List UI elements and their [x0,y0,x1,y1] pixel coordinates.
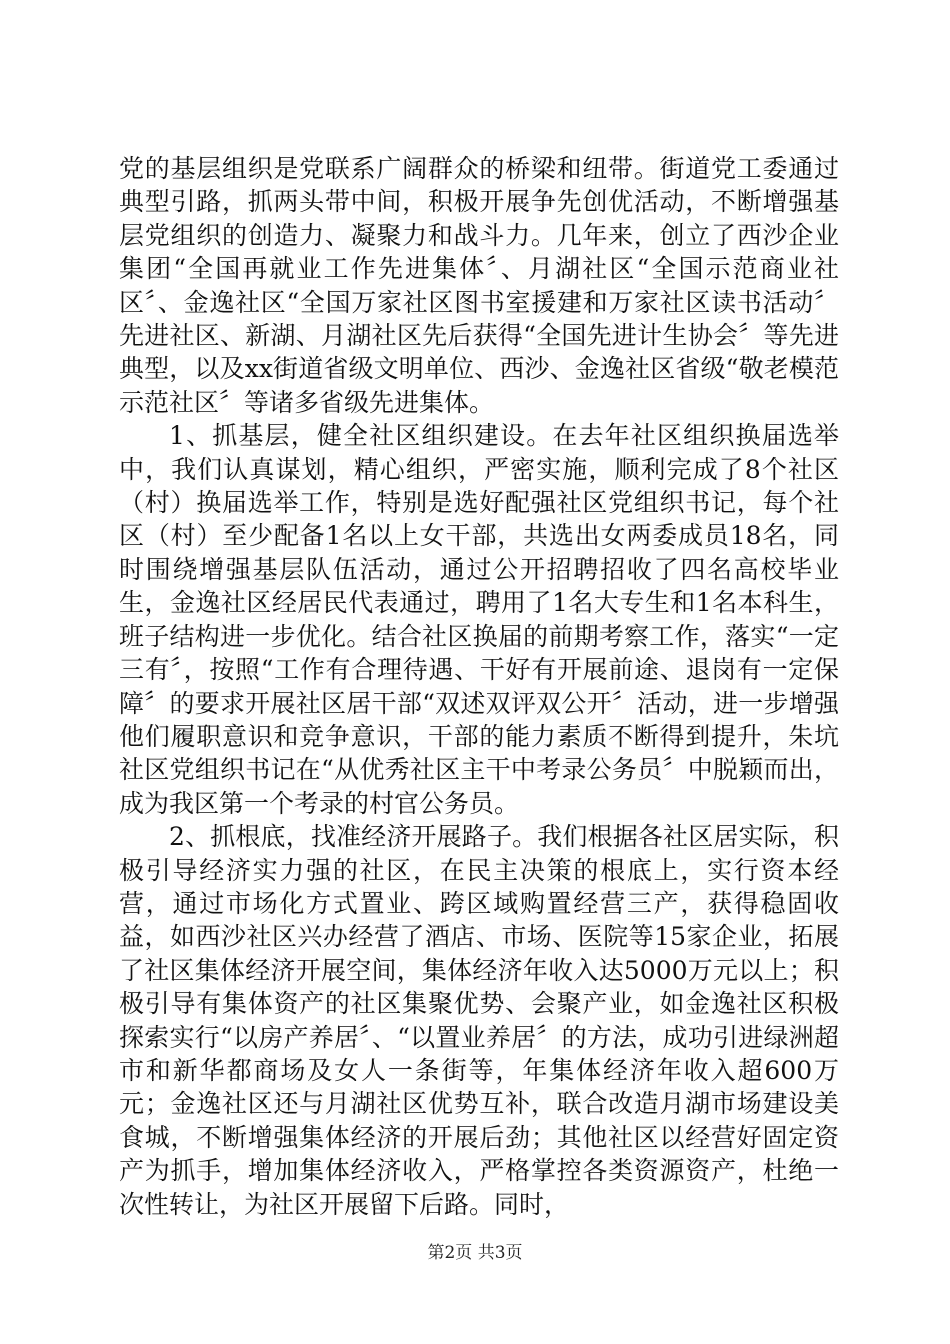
paragraph-economic-development: 2、抓根底，找准经济开展路子。我们根据各社区居实际，积极引导经济实力强的社区，在民主决策的根底上，实行资本经营，通过市场化方式置业、跨区域购置经营三产，获得稳固收益，如西沙社区兴办经营了酒店、市场、医院等15家企业，拓展了社区集体经济开展空间，集体经济年收入达5000万元以上；积极引导有集体资产的社区集聚优势、会聚产业，如金逸社区积极探索实行“以房产养居〞、“以置业养居〞的方法，成功引进绿洲超市和新华都商场及女人一条街等，年集体经济年收入超600万元；金逸社区还与月湖社区优势互补，联合改造月湖市场建设美食城，不断增强集体经济的开展后劲；其他社区以经营好固定资产为抓手，增加集体经济收入，严格掌控各类资源资产，杜绝一次性转让，为社区开展留下后路。同时， [119,822,839,1219]
page-number-footer: 第2页 共3页 [427,1243,523,1263]
paragraph-grassroots-organization: 1、抓基层，健全社区组织建设。在去年社区组织换届选举中，我们认真谋划，精心组织，严密实施，顺利完成了8个社区（村）换届选举工作，特别是选好配强社区党组织书记，每个社区（村）至少配备1名以上女干部，共选出女两委成员18名，同时围绕增强基层队伍活动，通过公开招聘招收了四名高校毕业生，金逸社区经居民代表通过，聘用了1名大专生和1名本科生，班子结构进一步优化。结合社区换届的前期考察工作，落实“一定三有〞，按照“工作有合理待遇、干好有开展前途、退岗有一定保障〞的要求开展社区居干部“双述双评双公开〞活动，进一步增强他们履职意识和竞争意识，干部的能力素质不断得到提升，朱坑社区党组织书记在“从优秀社区主干中考录公务员〞中脱颖而出，成为我区第一个考录的村官公务员。 [119,421,839,818]
paragraph-intro: 党的基层组织是党联系广阔群众的桥梁和纽带。街道党工委通过典型引路，抓两头带中间，积极开展争先创优活动，不断增强基层党组织的创造力、凝聚力和战斗力。几年来，创立了西沙企业集团“全国再就业工作先进集体〞、月湖社区“全国示范商业社区〞、金逸社区“全国万家社区图书室援建和万家社区读书活动〞先进社区、新湖、月湖社区先后获得“全国先进计生协会〞等先进典型，以及xx街道省级文明单位、西沙、金逸社区省级“敬老模范示范社区〞等诸多省级先进集体。 [119,154,839,417]
body-text [119,152,839,1221]
